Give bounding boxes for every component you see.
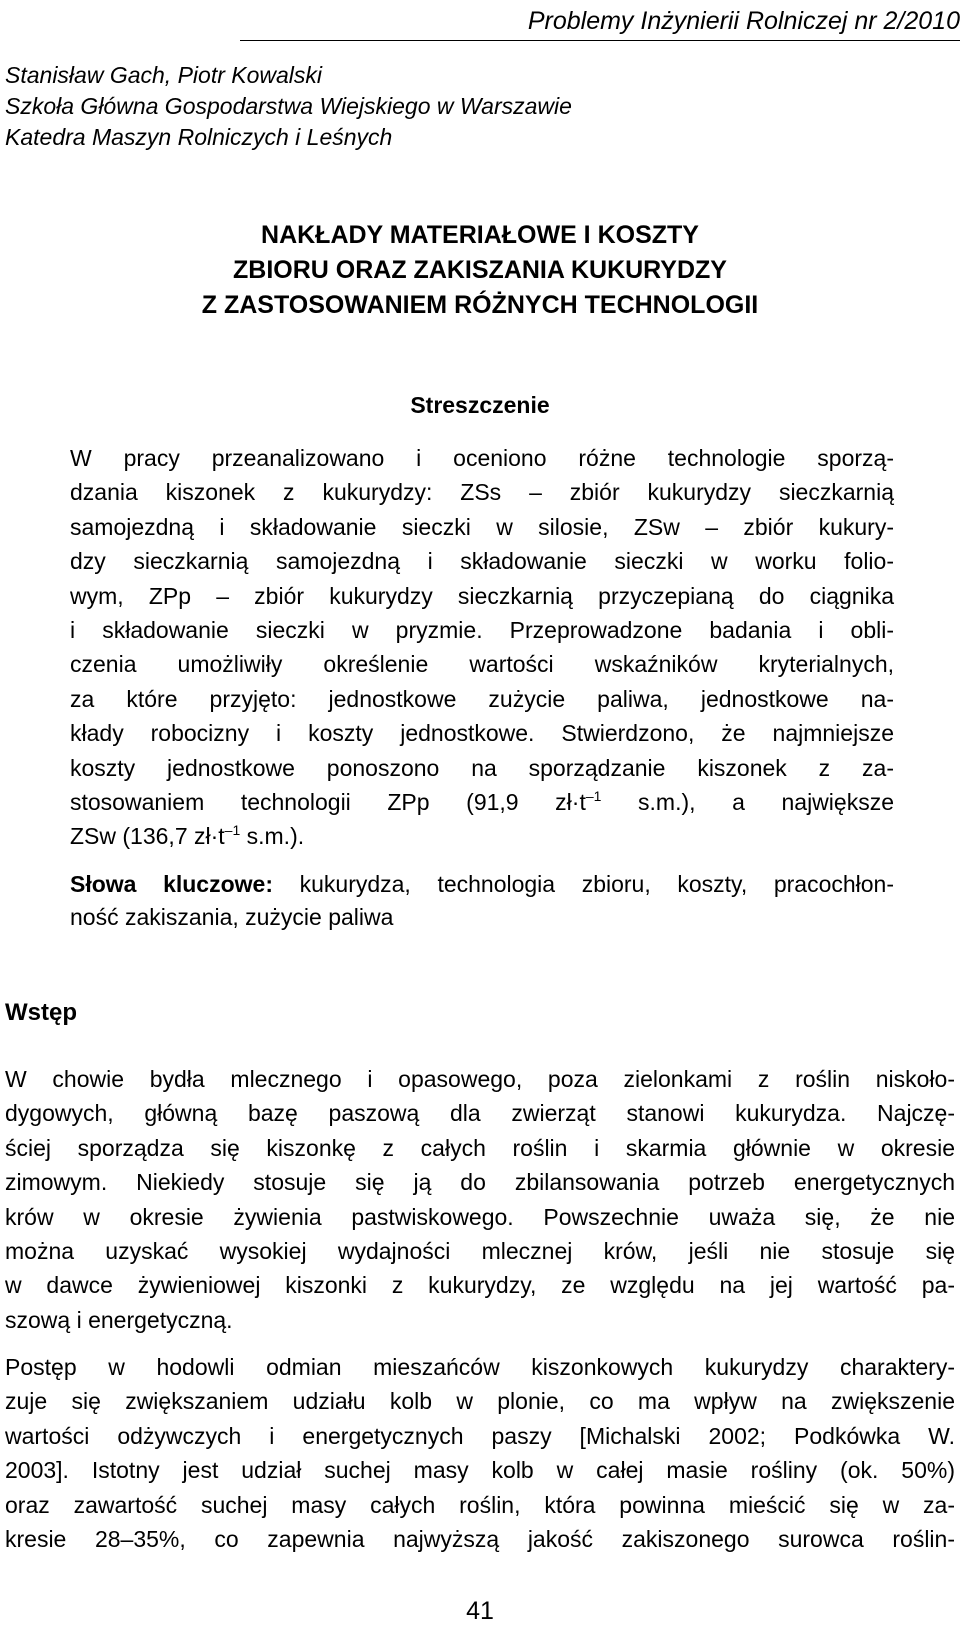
- abstract-line: czenia umożliwiły określenie wartości wskaźników kryterialnych,: [70, 651, 894, 678]
- paragraph-line: krów w okresie żywienia pastwiskowego. Powszechnie uważa się, że nie: [5, 1203, 955, 1230]
- paragraph-line: można uzyskać wysokiej wydajności mlecznej krów, jeśli nie stosuje się: [5, 1237, 955, 1264]
- abstract-text: s.m.), a największe: [601, 788, 894, 815]
- journal-header: Problemy Inżynierii Rolniczej nr 2/2010: [240, 6, 960, 41]
- paragraph-line: w dawce żywieniowej kiszonki z kukurydzy, ze względu na jej wartość pa-: [5, 1272, 955, 1299]
- abstract-line: dzy sieczkarnią samojezdną i składowanie sieczki w worku folio-: [70, 548, 894, 575]
- superscript-exponent: –1: [585, 787, 602, 804]
- abstract-text: stosowaniem technologii ZPp (91,9 zł·t: [70, 788, 586, 815]
- keywords-block: [70, 868, 894, 934]
- abstract-body: [70, 441, 894, 854]
- keywords-label: Słowa kluczowe:: [70, 871, 273, 897]
- paper-title: [0, 218, 960, 323]
- abstract-line: [70, 819, 894, 853]
- paragraph-line: kresie 28–35%, co zapewnia najwyższą jakość zakiszonego surowca roślin-: [5, 1525, 955, 1552]
- abstract-text: ZSw (136,7 zł·t: [70, 823, 225, 850]
- abstract-line: i składowanie sieczki w pryzmie. Przeprowadzone badania i obli-: [70, 616, 894, 643]
- keywords-line: ność zakiszania, zużycie paliwa: [70, 904, 394, 930]
- abstract-line: W pracy przeanalizowano i oceniono różne technologie sporzą-: [70, 445, 894, 471]
- abstract-heading: Streszczenie: [410, 392, 550, 418]
- paragraph-line: dygowych, główną bazę paszową dla zwierząt stanowi kukurydza. Najczę-: [5, 1100, 955, 1127]
- superscript-exponent: –1: [224, 822, 241, 839]
- abstract-line: [70, 785, 894, 819]
- paragraph-line: szową i energetyczną.: [5, 1306, 233, 1333]
- abstract-line: wym, ZPp – zbiór kukurydzy sieczkarnią przyczepianą do ciągnika: [70, 582, 894, 609]
- section-heading-intro: Wstęp: [5, 999, 77, 1026]
- author-names: Stanisław Gach, Piotr Kowalski: [5, 62, 323, 88]
- paragraph-line: zuje się zwiększaniem udziału kolb w plonie, co ma wpływ na zwiększenie: [5, 1388, 955, 1415]
- paragraph-line: zimowym. Niekiedy stosuje się ją do zbilansowania potrzeb energetycznych: [5, 1169, 955, 1196]
- abstract-line: dzania kiszonek z kukurydzy: ZSs – zbiór kukurydzy sieczkarnią: [70, 479, 894, 506]
- author-university: Szkoła Główna Gospodarstwa Wiejskiego w Warszawie: [5, 93, 572, 119]
- intro-paragraph-1: [5, 1062, 955, 1337]
- paragraph-line: 2003]. Istotny jest udział suchej masy kolb w całej masie rośliny (ok. 50%): [5, 1457, 955, 1484]
- keywords-text: kukurydza, technologia zbioru, koszty, pracochłon-: [273, 871, 894, 897]
- title-line: Z ZASTOSOWANIEM RÓŻNYCH TECHNOLOGII: [201, 291, 759, 319]
- paragraph-line: wartości odżywczych i energetycznych paszy [Michalski 2002; Podkówka W.: [5, 1422, 955, 1449]
- paragraph-line: ściej sporządza się kiszonkę z całych roślin i skarmia głównie w okresie: [5, 1134, 955, 1161]
- abstract-line: za które przyjęto: jednostkowe zużycie paliwa, jednostkowe na-: [70, 685, 894, 712]
- abstract-line: samojezdną i składowanie sieczki w silosie, ZSw – zbiór kukury-: [70, 513, 894, 540]
- intro-paragraph-2: [5, 1350, 955, 1556]
- title-line: ZBIORU ORAZ ZAKISZANIA KUKURYDZY: [233, 256, 727, 284]
- keywords-line: [70, 868, 894, 901]
- title-line: NAKŁADY MATERIAŁOWE I KOSZTY: [261, 221, 699, 249]
- abstract-line: kłady robocizny i koszty jednostkowe. Stwierdzono, że najmniejsze: [70, 720, 894, 747]
- abstract-line: koszty jednostkowe ponoszono na sporządzanie kiszonek z za-: [70, 754, 894, 781]
- paragraph-line: oraz zawartość suchej masy całych roślin, która powinna mieścić się w za-: [5, 1491, 955, 1518]
- abstract-text: s.m.).: [240, 823, 305, 850]
- page-number: 41: [466, 1597, 494, 1625]
- author-department: Katedra Maszyn Rolniczych i Leśnych: [5, 124, 393, 150]
- author-block: [5, 60, 572, 153]
- paragraph-line: Postęp w hodowli odmian mieszańców kiszonkowych kukurydzy charaktery-: [5, 1354, 955, 1380]
- paragraph-line: W chowie bydła mlecznego i opasowego, poza zielonkami z roślin niskoło-: [5, 1066, 955, 1092]
